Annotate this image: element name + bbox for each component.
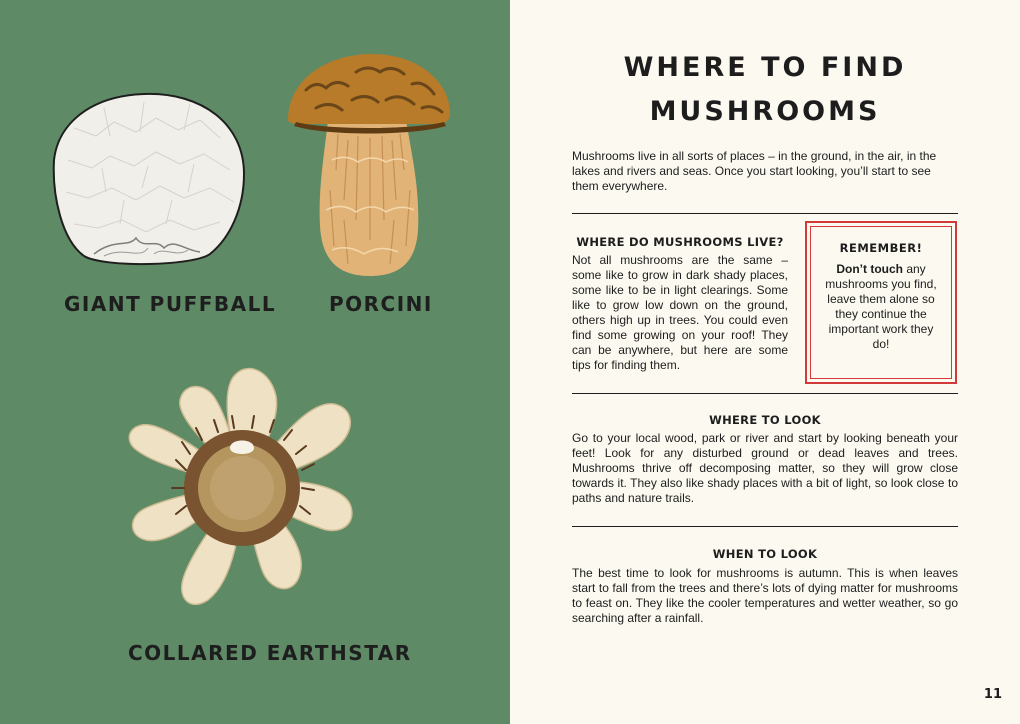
collared-earthstar-illustration [124, 360, 360, 612]
when-look-heading: WHEN TO LOOK [712, 547, 818, 561]
where-look-heading: WHERE TO LOOK [709, 413, 821, 427]
page-number: 11 [983, 687, 1002, 702]
where-live-paragraph: Not all mushrooms are the same – some like to grow in dark shady places, some like to be in light clearings. Some like to grow low down on the ground, others high up in trees. You could even find some growing on your roof! They can be anywhere, but here are some tips for finding them. [572, 253, 788, 372]
remember-box [805, 221, 957, 384]
page-title-line-2: MUSHROOMS [649, 96, 881, 127]
giant-puffball-illustration [44, 88, 250, 272]
porcini-caption: PORCINI [329, 292, 433, 316]
divider-3 [572, 526, 958, 527]
collared-earthstar-caption: COLLARED EARTHSTAR [128, 641, 412, 665]
where-look-paragraph: Go to your local wood, park or river and start by looking beneath your feet! Look for any disturbed ground or dead leaves and trees. Mushrooms thrive off decomposing matter, so they will grow close towards it. They also like shady places with a bit of light, so look close to paths and nature trails. [572, 431, 958, 505]
remember-body-text: any mushrooms you find, leave them alone so they continue the important work they do! [825, 262, 937, 351]
remember-bold-text: Don’t touch [836, 262, 903, 276]
giant-puffball-caption: GIANT PUFFBALL [64, 292, 277, 316]
intro-paragraph: Mushrooms live in all sorts of places – in the ground, in the air, in the lakes and rivers and seas. Once you start looking, you’ll start to see them everywhere. [572, 149, 937, 193]
remember-text [823, 262, 939, 352]
porcini-illustration [286, 50, 452, 280]
page-title [572, 46, 958, 134]
where-live-heading: WHERE DO MUSHROOMS LIVE? [576, 235, 784, 249]
divider-2 [572, 393, 958, 394]
remember-heading: REMEMBER! [839, 241, 923, 255]
when-look-paragraph: The best time to look for mushrooms is autumn. This is when leaves start to fall from the trees and there’s lots of dying matter for mushrooms to feast on. They like the cooler temperatures and wetter weather, so go searching after a rainfall. [572, 566, 958, 625]
divider-1 [572, 213, 958, 214]
page-title-line-1: WHERE TO FIND [623, 52, 907, 83]
